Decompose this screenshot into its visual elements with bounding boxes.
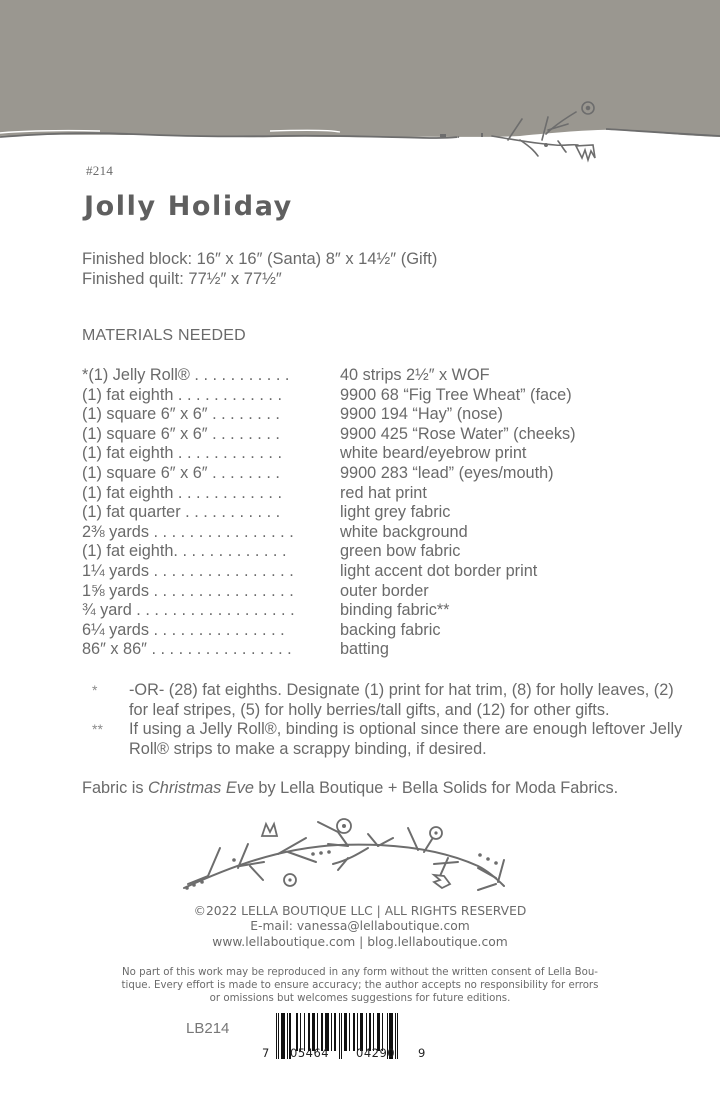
materials-list xyxy=(82,366,642,660)
fabric-collection-name: Christmas Eve xyxy=(148,779,254,797)
material-description: white beard/eyebrow print xyxy=(340,444,527,463)
material-quantity: (1) square 6″ x 6″ . . . . . . . . xyxy=(82,463,280,482)
finished-quilt-size: Finished quilt: 77½″ x 77½″ xyxy=(82,269,282,288)
footnotes xyxy=(90,681,690,759)
footnote-mark: * xyxy=(92,682,98,698)
material-description: binding fabric** xyxy=(340,601,450,620)
footnote-text: If using a Jelly Roll®, binding is optional since there are enough leftover Jelly Roll® strips to make a scrappy binding, if desired. xyxy=(129,720,683,758)
upc-barcode xyxy=(262,1013,437,1061)
material-description: batting xyxy=(340,640,389,659)
material-row xyxy=(82,484,642,504)
material-description: 9900 68 “Fig Tree Wheat” (face) xyxy=(340,385,572,404)
email-line[interactable]: E-mail: vanessa@lellaboutique.com xyxy=(250,919,470,934)
barcode-first-digit: 7 xyxy=(262,1046,270,1060)
disclaimer-line: or omissions but welcomes suggestions for future editions. xyxy=(209,993,511,1004)
copyright-block xyxy=(0,904,720,950)
material-row xyxy=(82,444,642,464)
material-quantity: (1) fat quarter . . . . . . . . . . . xyxy=(82,503,281,522)
header-band xyxy=(0,0,720,190)
material-description: 40 strips 2½″ x WOF xyxy=(340,366,490,384)
material-quantity: (1) fat eighth . . . . . . . . . . . . xyxy=(82,483,282,502)
material-quantity: 1⅝ yards . . . . . . . . . . . . . . . . xyxy=(82,581,294,600)
material-row xyxy=(82,464,642,484)
materials-heading: MATERIALS NEEDED xyxy=(82,327,246,344)
copyright-line: ©2022 LELLA BOUTIQUE LLC | ALL RIGHTS RESERVED xyxy=(193,904,527,918)
material-row xyxy=(82,601,642,621)
material-description: light accent dot border print xyxy=(340,561,538,580)
material-description: green bow fabric xyxy=(340,542,461,561)
material-row xyxy=(82,425,642,445)
footnote xyxy=(90,720,690,759)
material-quantity: (1) square 6″ x 6″ . . . . . . . . xyxy=(82,405,280,424)
disclaimer-line: No part of this work may be reproduced in any form without the written consent of Lella Bou- xyxy=(122,967,598,978)
material-quantity: 1¼ yards . . . . . . . . . . . . . . . . xyxy=(82,561,294,580)
material-row xyxy=(82,366,642,386)
finished-block-size: Finished block: 16″ x 16″ (Santa) 8″ x 14½″ (Gift) xyxy=(82,250,438,268)
material-description: 9900 425 “Rose Water” (cheeks) xyxy=(340,424,576,443)
fabric-credit-suffix: by Lella Boutique + Bella Solids for Moda Fabrics. xyxy=(253,779,619,797)
material-description: outer border xyxy=(340,581,429,600)
material-quantity: 6¼ yards . . . . . . . . . . . . . . . xyxy=(82,620,285,639)
material-quantity: 86″ x 86″ . . . . . . . . . . . . . . . . xyxy=(82,640,292,659)
material-description: backing fabric xyxy=(340,620,441,639)
fabric-credit-prefix: Fabric is xyxy=(82,779,149,797)
barcode-left-group: 05464 xyxy=(290,1046,330,1060)
finished-sizes xyxy=(82,250,437,289)
floral-vine-icon xyxy=(178,808,518,898)
material-quantity: (1) fat eighth . . . . . . . . . . . . xyxy=(82,385,282,404)
material-quantity: (1) fat eighth . . . . . . . . . . . . xyxy=(82,444,282,463)
material-row xyxy=(82,503,642,523)
barcode-check-digit: 9 xyxy=(418,1046,426,1060)
material-description: light grey fabric xyxy=(340,503,451,522)
header-torn-edge xyxy=(0,0,720,190)
material-row xyxy=(82,405,642,425)
material-row xyxy=(82,582,642,602)
material-description: white background xyxy=(340,522,468,541)
material-quantity: ¾ yard . . . . . . . . . . . . . . . . . . xyxy=(82,601,295,620)
pattern-number: #214 xyxy=(86,163,114,178)
material-row xyxy=(82,621,642,641)
material-quantity: (1) fat eighth. . . . . . . . . . . . . xyxy=(82,542,287,561)
fabric-credit xyxy=(82,779,618,798)
product-code: LB214 xyxy=(186,1020,230,1037)
footnote xyxy=(90,681,690,720)
footnote-mark: ** xyxy=(92,721,103,737)
barcode-right-group: 04290 xyxy=(356,1046,396,1060)
page-title: Jolly Holiday xyxy=(84,191,293,222)
material-row xyxy=(82,640,642,660)
material-description: 9900 194 “Hay” (nose) xyxy=(340,405,503,424)
footnote-text: -OR- (28) fat eighths. Designate (1) print for hat trim, (8) for holly leaves, (2) for leaf stripes, (5) for holly berries/tall gifts, and (12) for other gifts. xyxy=(129,681,674,719)
material-row xyxy=(82,562,642,582)
disclaimer xyxy=(60,966,660,1005)
material-description: red hat print xyxy=(340,483,427,502)
material-quantity: 2⅜ yards . . . . . . . . . . . . . . . . xyxy=(82,522,294,541)
disclaimer-line: tique. Every effort is made to ensure accuracy; the author accepts no responsibility for errors xyxy=(121,980,599,991)
website-links[interactable]: www.lellaboutique.com | blog.lellaboutique.com xyxy=(212,934,508,949)
material-quantity: *(1) Jelly Roll® . . . . . . . . . . . xyxy=(82,366,290,384)
material-row xyxy=(82,386,642,406)
material-row xyxy=(82,523,642,543)
material-quantity: (1) square 6″ x 6″ . . . . . . . . xyxy=(82,424,280,443)
material-row xyxy=(82,542,642,562)
material-description: 9900 283 “lead” (eyes/mouth) xyxy=(340,463,554,482)
